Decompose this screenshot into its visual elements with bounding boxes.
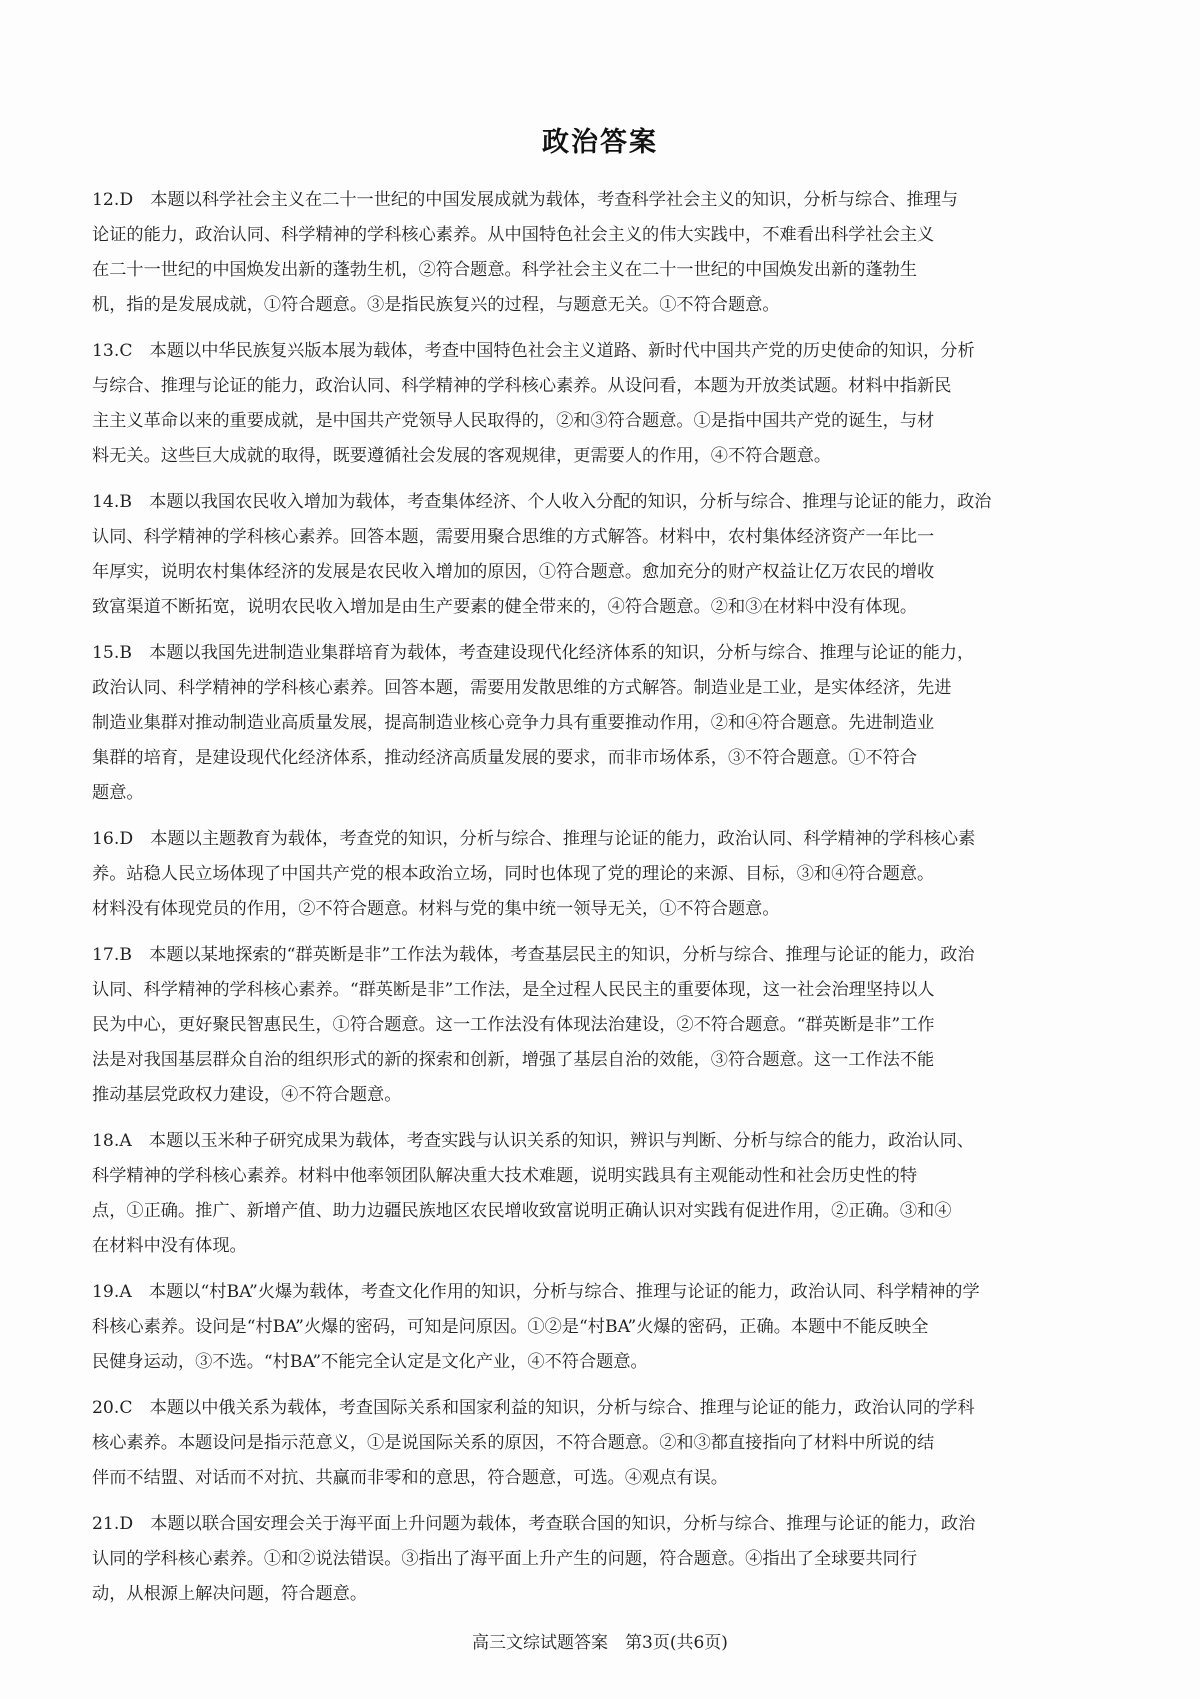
answer-line: 认同、科学精神的学科核心素养。“群英断是非”工作法，是全过程人民民主的重要体现，这一社会治理坚持以人 — [92, 980, 935, 1000]
answer-first-line: 13.C 本题以中华民族复兴版本展为载体，考查中国特色社会主义道路、新时代中国共产党的历史使命的知识，分析 — [92, 341, 975, 361]
answer-first-line: 12.D 本题以科学社会主义在二十一世纪的中国发展成就为载体，考查科学社会主义的知识，分析与综合、推理与 — [92, 190, 959, 210]
answer-line: 民健身运动，③不选。“村BA”不能完全认定是文化产业，④不符合题意。 — [92, 1352, 648, 1372]
page-title: 政治答案 — [542, 127, 658, 158]
answer-line: 法是对我国基层群众自治的组织形式的新的探索和创新，增强了基层自治的效能，③符合题意。这一工作法不能 — [92, 1050, 935, 1070]
answer-first-line: 19.A 本题以“村BA”火爆为载体，考查文化作用的知识，分析与综合、推理与论证的能力，政治认同、科学精神的学 — [92, 1282, 980, 1302]
answer-item — [92, 938, 1106, 1113]
answer-item — [92, 1391, 1106, 1496]
answer-line: 民为中心，更好聚民智惠民生，①符合题意。这一工作法没有体现法治建设，②不符合题意。“群英断是非”工作 — [92, 1015, 935, 1035]
answer-line: 推动基层党政权力建设，④不符合题意。 — [92, 1085, 402, 1105]
answer-line: 养。站稳人民立场体现了中国共产党的根本政治立场，同时也体现了党的理论的来源、目标，③和④符合题意。 — [92, 864, 935, 884]
answer-line: 年厚实，说明农村集体经济的发展是农民收入增加的原因，①符合题意。愈加充分的财产权益让亿万农民的增收 — [92, 562, 935, 582]
answer-line: 在材料中没有体现。 — [92, 1236, 247, 1256]
answer-first-line: 16.D 本题以主题教育为载体，考查党的知识，分析与综合、推理与论证的能力，政治认同、科学精神的学科核心素 — [92, 829, 976, 849]
answer-line: 核心素养。本题设问是指示范意义，①是说国际关系的原因，不符合题意。②和③都直接指向了材料中所说的结 — [92, 1433, 935, 1453]
answer-item — [92, 1124, 1106, 1264]
answer-line: 伴而不结盟、对话而不对抗、共赢而非零和的意思，符合题意，可选。④观点有误。 — [92, 1468, 728, 1488]
answer-line: 题意。 — [92, 783, 144, 803]
answer-line: 制造业集群对推动制造业高质量发展，提高制造业核心竞争力具有重要推动作用，②和④符合题意。先进制造业 — [92, 713, 935, 733]
answer-line: 致富渠道不断拓宽，说明农民收入增加是由生产要素的健全带来的，④符合题意。②和③在材料中没有体现。 — [92, 597, 918, 617]
answer-line: 论证的能力，政治认同、科学精神的学科核心素养。从中国特色社会主义的伟大实践中，不难看出科学社会主义 — [92, 225, 935, 245]
answer-line: 动，从根源上解决问题，符合题意。 — [92, 1584, 368, 1604]
answer-first-line: 18.A 本题以玉米种子研究成果为载体，考查实践与认识关系的知识，辨识与判断、分析与综合的能力，政治认同、 — [92, 1131, 974, 1151]
answer-first-line: 17.B 本题以某地探索的“群英断是非”工作法为载体，考查基层民主的知识，分析与综合、推理与论证的能力，政治 — [92, 945, 975, 965]
answer-line: 在二十一世纪的中国焕发出新的蓬勃生机，②符合题意。科学社会主义在二十一世纪的中国焕发出新的蓬勃生 — [92, 260, 918, 280]
answer-first-line: 15.B 本题以我国先进制造业集群培育为载体，考查建设现代化经济体系的知识，分析与综合、推理与论证的能力， — [92, 643, 975, 663]
answer-first-line: 14.B 本题以我国农民收入增加为载体，考查集体经济、个人收入分配的知识，分析与综合、推理与论证的能力，政治 — [92, 492, 992, 512]
page-footer: 高三文综试题答案 第3页(共6页) — [472, 1633, 728, 1653]
answer-item — [92, 334, 1106, 474]
answer-line: 集群的培育，是建设现代化经济体系，推动经济高质量发展的要求，而非市场体系，③不符合题意。①不符合 — [92, 748, 918, 768]
answer-item — [92, 485, 1106, 625]
answer-line: 认同、科学精神的学科核心素养。回答本题，需要用聚合思维的方式解答。材料中，农村集体经济资产一年比一 — [92, 527, 935, 547]
answer-line: 机，指的是发展成就，①符合题意。③是指民族复兴的过程，与题意无关。①不符合题意。 — [92, 295, 780, 315]
answer-line: 政治认同、科学精神的学科核心素养。回答本题，需要用发散思维的方式解答。制造业是工业，是实体经济，先进 — [92, 678, 952, 698]
answer-item — [92, 1275, 1106, 1380]
answer-line: 认同的学科核心素养。①和②说法错误。③指出了海平面上升产生的问题，符合题意。④指出了全球要共同行 — [92, 1549, 918, 1569]
answer-line: 科核心素养。设问是“村BA”火爆的密码，可知是问原因。①②是“村BA”火爆的密码，正确。本题中不能反映全 — [92, 1317, 929, 1337]
answer-line: 料无关。这些巨大成就的取得，既要遵循社会发展的客观规律，更需要人的作用，④不符合题意。 — [92, 446, 832, 466]
answer-item — [92, 822, 1106, 927]
answer-first-line: 20.C 本题以中俄关系为载体，考查国际关系和国家利益的知识，分析与综合、推理与论证的能力，政治认同的学科 — [92, 1398, 975, 1418]
answer-item — [92, 183, 1106, 323]
answer-line: 点，①正确。推广、新增产值、助力边疆民族地区农民增收致富说明正确认识对实践有促进作用，②正确。③和④ — [92, 1201, 952, 1221]
answer-list — [92, 183, 1106, 1623]
answer-line: 与综合、推理与论证的能力，政治认同、科学精神的学科核心素养。从设问看，本题为开放类试题。材料中指新民 — [92, 376, 952, 396]
answer-line: 主主义革命以来的重要成就，是中国共产党领导人民取得的，②和③符合题意。①是指中国共产党的诞生，与材 — [92, 411, 935, 431]
answer-line: 材料没有体现党员的作用，②不符合题意。材料与党的集中统一领导无关，①不符合题意。 — [92, 899, 780, 919]
answer-item — [92, 1507, 1106, 1612]
answer-item — [92, 636, 1106, 811]
answer-first-line: 21.D 本题以联合国安理会关于海平面上升问题为载体，考查联合国的知识，分析与综合、推理与论证的能力，政治 — [92, 1514, 976, 1534]
answer-line: 科学精神的学科核心素养。材料中他率领团队解决重大技术难题，说明实践具有主观能动性和社会历史性的特 — [92, 1166, 918, 1186]
